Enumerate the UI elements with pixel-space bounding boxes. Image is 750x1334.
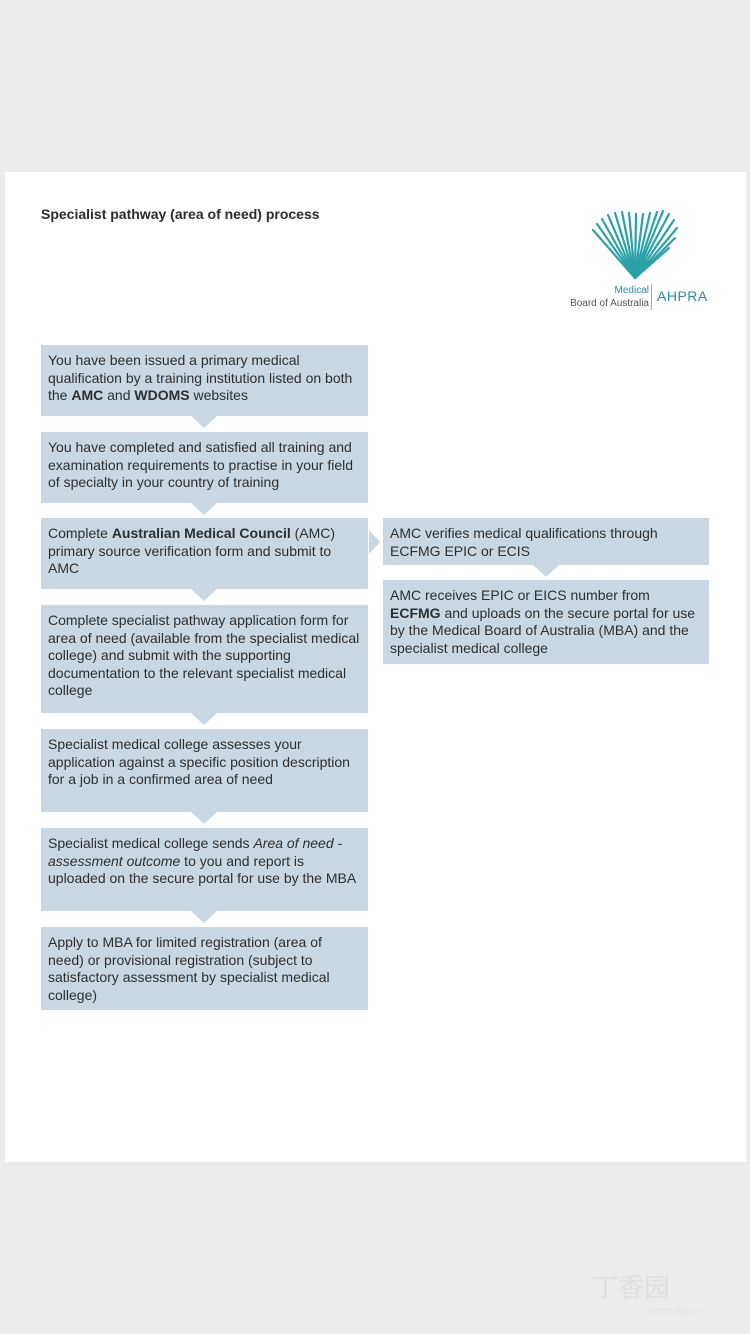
step-6-text-end: to you and report is uploaded on the secure portal for use by the MBA <box>48 852 357 887</box>
step-2-box <box>41 432 368 503</box>
logo-medical-text: Medical <box>614 285 649 296</box>
watermark-url: www.dxy.cn <box>650 1306 703 1317</box>
side-step-1-text: AMC verifies medical qualifications through ECFMG EPIC or ECIS <box>390 525 658 559</box>
step-2-text: You have completed and satisfied all training and examination requirements to practise in your field of specialty in your country of training <box>48 439 354 491</box>
side-step-2-box <box>383 580 709 664</box>
page-title: Specialist pathway (area of need) process <box>41 206 320 222</box>
step-1-text-mid: and <box>103 387 135 404</box>
logo-divider <box>651 284 652 310</box>
side-step-1-box <box>383 518 709 565</box>
step-3-text-end: (AMC) primary source verification form and submit to AMC <box>48 525 336 577</box>
step-7-box <box>41 927 368 1010</box>
flow-arrow-2 <box>191 503 217 515</box>
step-3-text: Complete <box>48 525 112 541</box>
logo-board-text: Board of Australia <box>570 298 649 309</box>
watermark: 丁香园 <box>592 1273 671 1303</box>
step-6-italic: Area of need - assessment outcome <box>48 835 343 869</box>
step-1-bold-amc: AMC <box>71 387 104 404</box>
step-5-text: Specialist medical college assesses your application against a specific position description for a job in a confirmed area of need <box>48 736 350 788</box>
document-page <box>5 172 746 1162</box>
flow-arrow-6 <box>191 911 217 923</box>
side-step-2-text: AMC receives EPIC or EICS number from <box>390 587 650 603</box>
step-3-box <box>41 518 368 589</box>
step-7-text: Apply to MBA for limited registration (area of need) or provisional registration (subject to satisfactory assessment by specialist medical college) <box>48 934 330 1003</box>
step-4-box <box>41 605 368 713</box>
australia-fan-icon <box>585 208 685 288</box>
side-step-2-bold-ecfmg: ECFMG <box>390 604 441 621</box>
flow-arrow-5 <box>191 812 217 824</box>
step-5-box <box>41 729 368 812</box>
flow-arrow-side <box>369 530 380 554</box>
flow-arrow-3 <box>191 589 217 601</box>
step-3-bold-amc: Australian Medical Council <box>111 525 291 541</box>
step-1-bold-wdoms: WDOMS <box>134 387 190 404</box>
step-1-box <box>41 345 368 416</box>
step-6-box <box>41 828 368 911</box>
side-step-2-text-end: and uploads on the secure portal for use by the Medical Board of Australia (MBA) and the specialist medical college <box>390 604 696 656</box>
step-4-text: Complete specialist pathway application form for area of need (available from the specialist medical college) and submit with the supporting documentation to the relevant specialist medical college <box>48 612 360 699</box>
side-flow-arrow <box>533 565 559 577</box>
flow-arrow-4 <box>191 713 217 725</box>
logo-ahpra-text: AHPRA <box>657 288 708 304</box>
step-1-text-end: websites <box>189 387 248 404</box>
step-6-text: Specialist medical college sends <box>48 835 254 851</box>
medical-board-logo <box>545 208 725 318</box>
flow-arrow-1 <box>191 416 217 428</box>
step-1-text: You have been issued a primary medical qualification by a training institution listed on both the <box>48 352 353 404</box>
